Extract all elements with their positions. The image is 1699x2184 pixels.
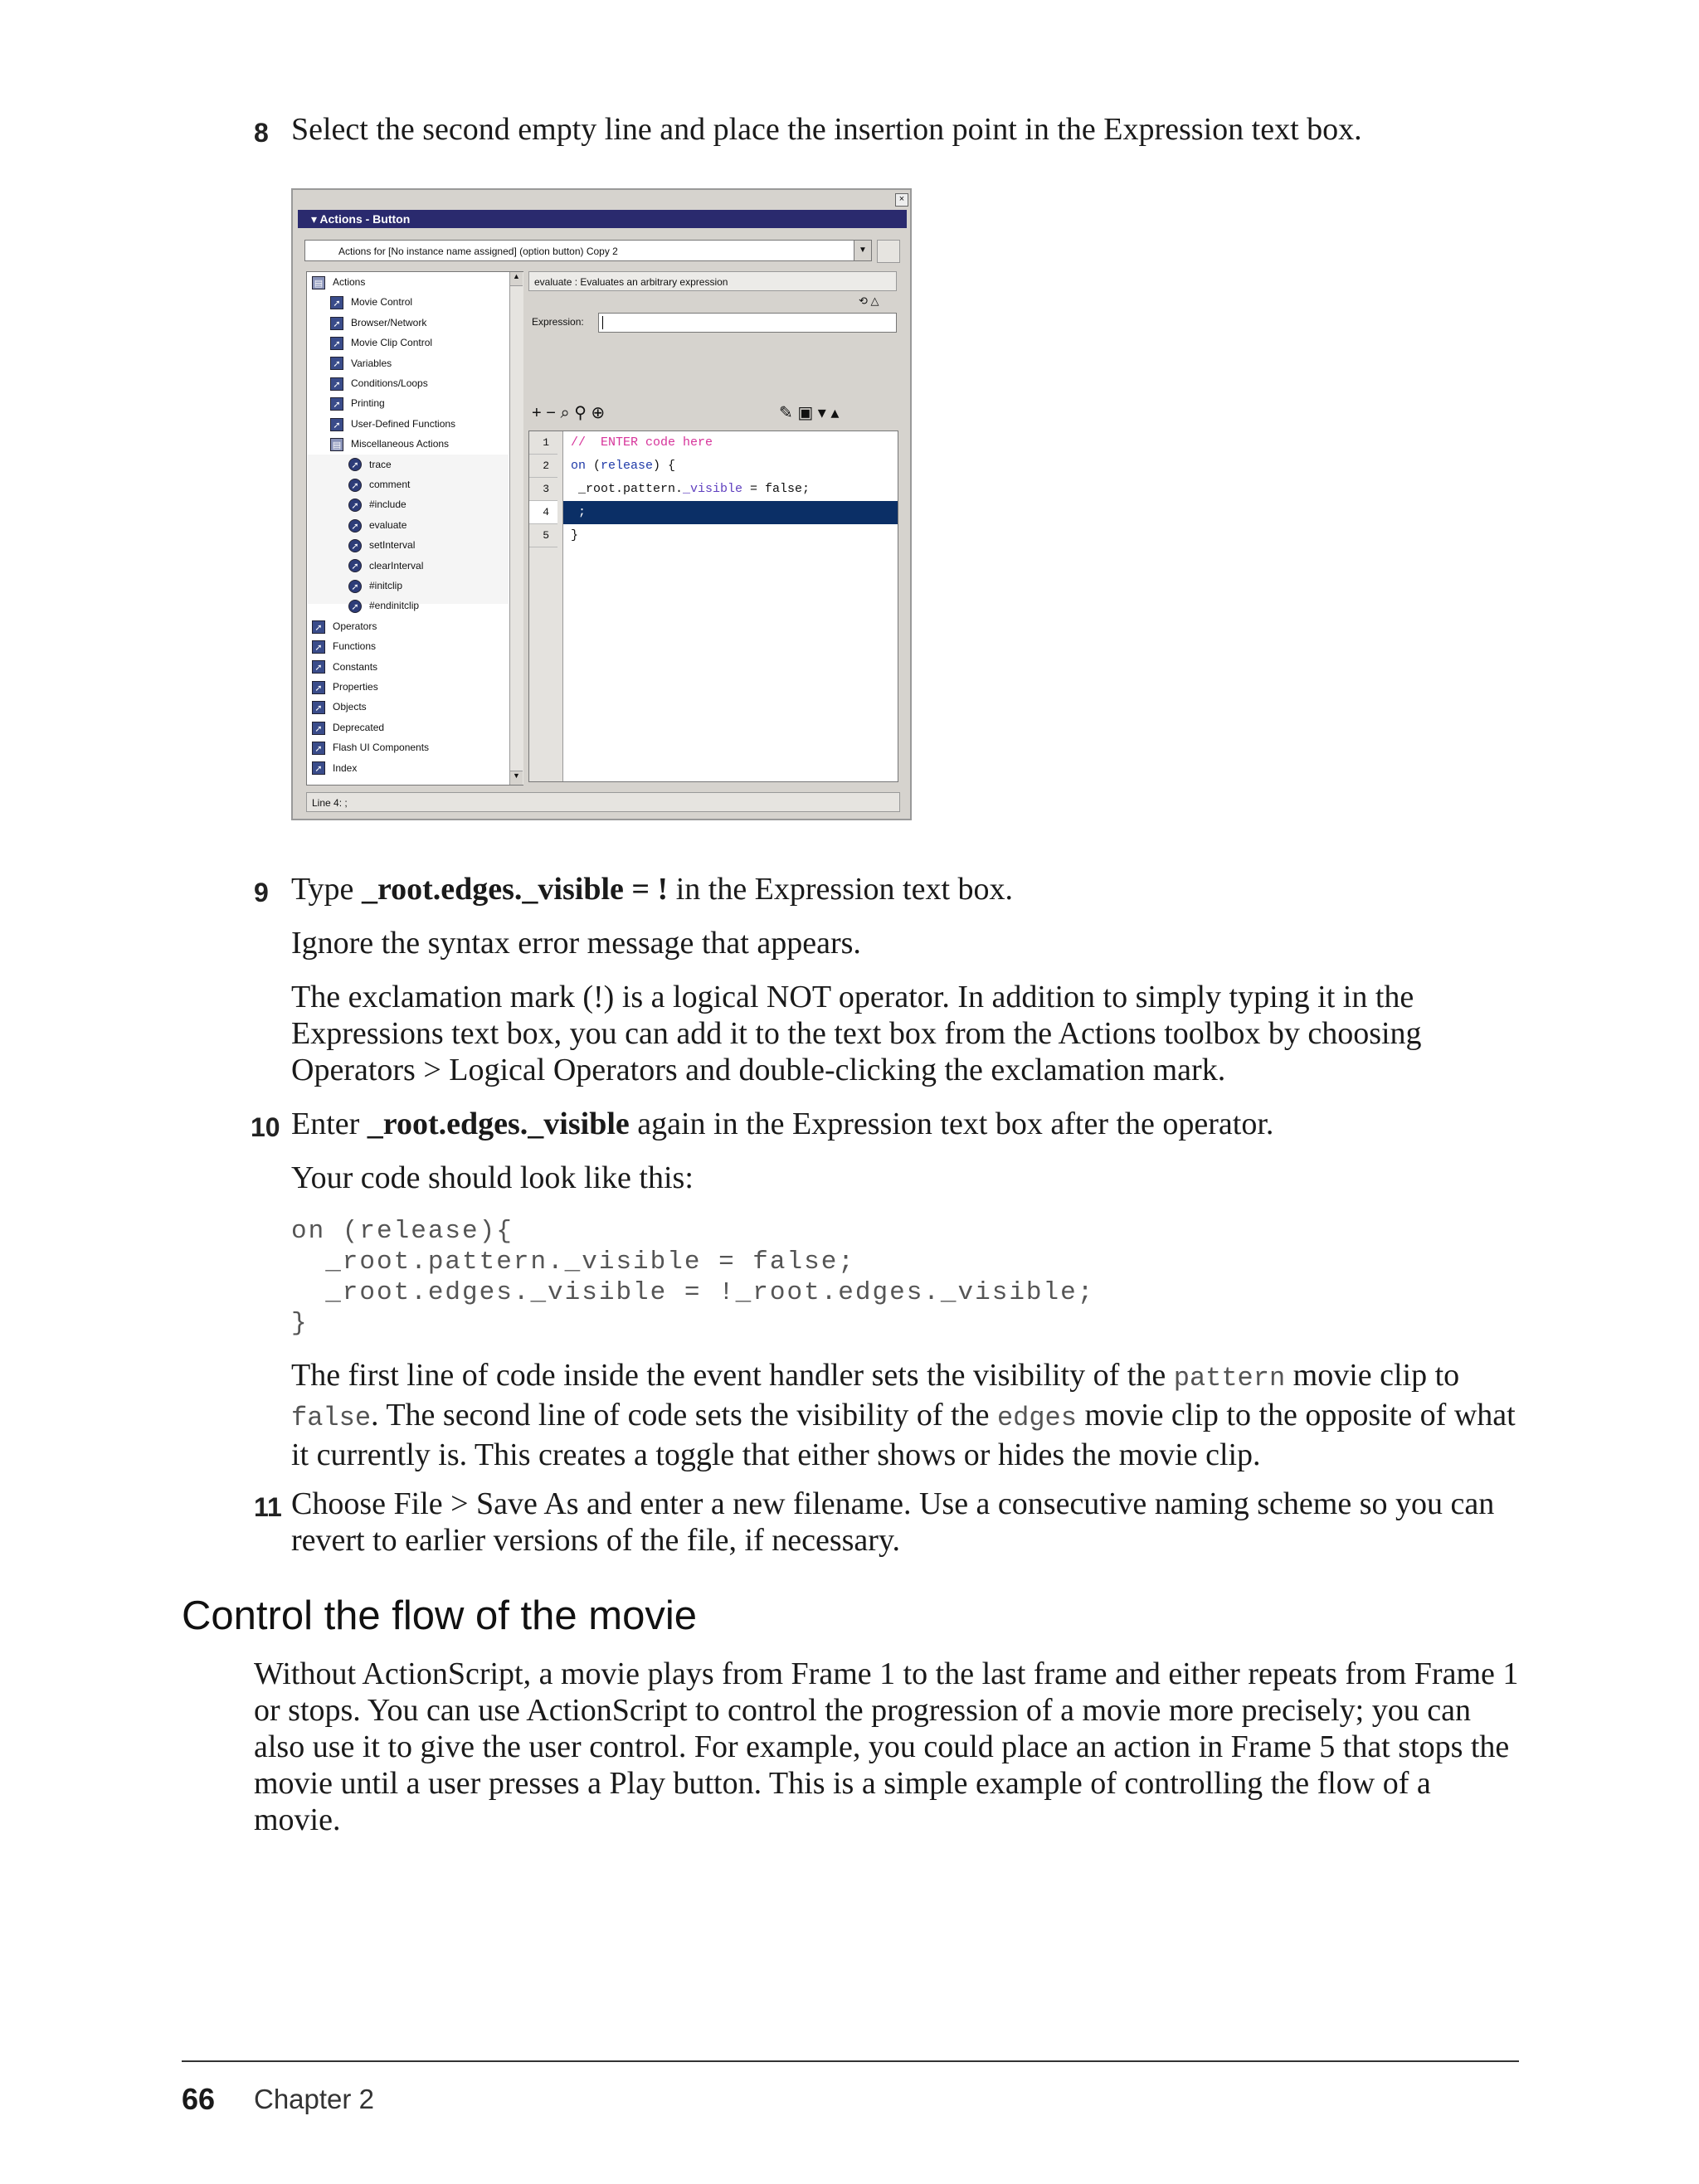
- toolbox-item-label: comment: [369, 479, 411, 490]
- code-line-selected: ;: [571, 505, 587, 519]
- toolbox-scrollbar[interactable]: [509, 272, 523, 785]
- toolbox-item[interactable]: [330, 395, 385, 411]
- inline-code: pattern: [1173, 1363, 1286, 1394]
- action-description: [528, 271, 897, 291]
- step-paragraph: [291, 1357, 1519, 1473]
- action-description-text: evaluate : Evaluates an arbitrary expression: [534, 276, 728, 288]
- toolbox-item[interactable]: [348, 456, 392, 473]
- toolbar-right-icons[interactable]: ✎ ▣ ▾ ▴: [779, 404, 840, 422]
- toolbox-item-label: Properties: [333, 681, 378, 693]
- chapter-label: Chapter 2: [254, 2084, 374, 2114]
- toolbox-item[interactable]: [312, 698, 367, 715]
- action-icon: ➚: [348, 559, 362, 572]
- panel-titlebar[interactable]: [298, 210, 907, 228]
- section-heading-text: Control the flow of the movie: [182, 1593, 697, 1638]
- code-keyword: on: [571, 459, 587, 473]
- arrow-icon: ➚: [330, 337, 343, 350]
- script-toolbar: [528, 402, 897, 424]
- toolbox-item-label: Index: [333, 761, 358, 774]
- toolbox-item[interactable]: [312, 679, 378, 695]
- step-text: Choose File > Save As and enter a new filename. Use a consecutive naming scheme so you can revert to earlier versions of the file, if necessary.: [291, 1486, 1495, 1558]
- text-cursor: [602, 316, 603, 329]
- arrow-icon: ➚: [330, 357, 343, 370]
- text-run: movie clip to the opposite of what it currently is. This creates a toggle that either shows or hides the movie clip.: [291, 1398, 1516, 1472]
- selected-line-highlight: [562, 501, 898, 524]
- toolbox-item-label: Actions: [333, 276, 366, 288]
- toolbox-item[interactable]: [312, 274, 365, 290]
- toolbox-item-label: Miscellaneous Actions: [351, 438, 450, 450]
- arrow-icon: ➚: [312, 640, 325, 654]
- code-line: }: [571, 528, 579, 542]
- toolbox-item-label: Objects: [333, 701, 367, 713]
- scroll-down-icon[interactable]: ▼: [510, 771, 523, 785]
- step-number: 10: [251, 1112, 280, 1142]
- toolbox-item-label: trace: [369, 458, 392, 470]
- actions-toolbox: [306, 271, 523, 786]
- arrow-icon: ➚: [312, 701, 325, 714]
- toolbox-item-label: Flash UI Components: [333, 742, 430, 754]
- text-run: movie clip to: [1285, 1358, 1460, 1393]
- actions-panel: [291, 188, 912, 820]
- toolbox-item[interactable]: [348, 597, 419, 614]
- book-icon: ▤: [312, 276, 325, 289]
- close-icon[interactable]: ×: [895, 193, 908, 207]
- status-bar: [306, 792, 900, 812]
- step-text-run: in the Expression text box.: [668, 872, 1014, 907]
- step-note: Ignore the syntax error message that appears.: [291, 926, 861, 961]
- code-text: _root.pattern.: [571, 482, 684, 496]
- code-line: [571, 478, 810, 501]
- toolbox-item-label: Deprecated: [333, 721, 385, 733]
- toolbox-item-label: #include: [369, 499, 406, 511]
- toolbox-item[interactable]: [330, 375, 428, 392]
- toolbox-item[interactable]: [330, 416, 455, 432]
- arrow-icon: ➚: [312, 620, 325, 634]
- pin-icon[interactable]: [877, 240, 900, 263]
- toolbox-item[interactable]: [330, 314, 426, 331]
- step-code-bold: _root.edges._visible = !: [361, 872, 669, 907]
- arrow-icon: ➚: [312, 722, 325, 735]
- line-number: 3: [529, 478, 557, 501]
- line-number-gutter: [529, 431, 563, 781]
- step-text: Select the second empty line and place the insertion point in the Expression text box.: [291, 112, 1362, 147]
- toolbox-item[interactable]: [312, 760, 357, 776]
- toolbox-item-label: Functions: [333, 640, 377, 653]
- toolbox-item-label: Conditions/Loops: [351, 377, 428, 389]
- code-line: // ENTER code here: [571, 435, 713, 450]
- target-select[interactable]: [304, 240, 872, 261]
- toolbox-item[interactable]: [330, 435, 449, 452]
- toolbox-item[interactable]: [348, 517, 406, 533]
- toolbar-left-icons[interactable]: + − ⌕ ⚲ ⊕: [532, 404, 606, 422]
- step-code-bold: _root.edges._visible: [367, 1107, 630, 1141]
- toolbox-item[interactable]: [312, 618, 377, 635]
- step-paragraph: The exclamation mark (!) is a logical NOT operator. In addition to simply typing it in the Expressions text box, you can add it to the text box from the Actions toolbox by choosing Operators > Logical Operators and double-clicking the exclamation mark.: [291, 980, 1422, 1087]
- footer-rule: [182, 2060, 1519, 2062]
- toolbox-item-label: Constants: [333, 660, 378, 673]
- step-number: 8: [254, 118, 269, 148]
- code-text: ) {: [653, 459, 676, 473]
- line-number: 1: [529, 431, 557, 455]
- line-number: 2: [529, 455, 557, 478]
- inline-code: false: [291, 1403, 372, 1433]
- text-run: The first line of code inside the event handler sets the visibility of the: [291, 1358, 1174, 1393]
- code-keyword: release: [601, 459, 654, 473]
- action-icon: ➚: [348, 479, 362, 492]
- step-number: 11: [254, 1492, 282, 1522]
- toolbox-item[interactable]: [312, 659, 377, 675]
- code-property: _visible: [683, 482, 743, 496]
- code-block-line: _root.edges._visible = !_root.edges._visible;: [291, 1278, 1095, 1307]
- step-text-run: Enter: [291, 1107, 368, 1141]
- toolbox-item[interactable]: [312, 638, 376, 654]
- code-block-line: on (release){: [291, 1217, 514, 1246]
- arrow-icon: ➚: [330, 377, 343, 391]
- code-block: [291, 1216, 1094, 1339]
- scroll-up-icon[interactable]: ▲: [510, 272, 523, 286]
- script-editor[interactable]: [528, 430, 898, 782]
- toolbox-item[interactable]: [348, 577, 402, 594]
- book-icon: ▤: [330, 438, 343, 451]
- arrow-icon: ➚: [330, 317, 343, 330]
- line-number: 4: [529, 501, 557, 524]
- arrow-icon: ➚: [330, 296, 343, 309]
- toolbox-item[interactable]: [348, 537, 415, 553]
- code-text: = false;: [742, 482, 811, 496]
- page-number: 66: [182, 2082, 216, 2116]
- arrow-icon: ➚: [312, 660, 325, 674]
- panel-title: ▾ Actions - Button: [311, 212, 411, 226]
- chevron-down-icon[interactable]: ▼: [854, 241, 871, 260]
- arrow-icon: ➚: [330, 418, 343, 431]
- toolbox-item[interactable]: [348, 476, 410, 493]
- toolbox-item-label: Movie Clip Control: [351, 337, 433, 349]
- toolbox-item-label: Movie Control: [351, 296, 413, 309]
- code-block-line: _root.pattern._visible = false;: [291, 1248, 855, 1277]
- step-text-run: Type: [291, 872, 362, 907]
- toolbox-item-label: Printing: [351, 397, 385, 410]
- action-icon: ➚: [348, 519, 362, 533]
- code-text: (: [586, 459, 601, 473]
- toolbox-item-label: Browser/Network: [351, 316, 427, 328]
- step-text: [291, 1106, 1519, 1142]
- code-block-line: }: [291, 1309, 309, 1338]
- reference-icon[interactable]: ⟲ △: [859, 294, 879, 307]
- action-icon: ➚: [348, 499, 362, 512]
- action-icon: ➚: [348, 458, 362, 471]
- toolbox-item-label: #initclip: [369, 580, 403, 591]
- step-text: [291, 871, 1519, 907]
- action-icon: ➚: [348, 539, 362, 552]
- toolbox-item[interactable]: [330, 355, 392, 372]
- arrow-icon: ➚: [330, 397, 343, 411]
- text-run: . The second line of code sets the visibility of the: [371, 1398, 997, 1432]
- expression-input[interactable]: [598, 313, 897, 333]
- toolbox-item[interactable]: [312, 739, 429, 756]
- action-icon: ➚: [348, 600, 362, 613]
- toolbox-item-label: Variables: [351, 357, 392, 369]
- toolbox-item[interactable]: [330, 294, 412, 310]
- arrow-icon: ➚: [312, 681, 325, 694]
- inline-code: edges: [996, 1403, 1077, 1433]
- section-heading: [182, 1593, 697, 1639]
- arrow-icon: ➚: [312, 761, 325, 775]
- toolbox-item[interactable]: [348, 496, 406, 513]
- target-select-value: Actions for [No instance name assigned] (option button) Copy 2: [338, 246, 618, 257]
- code-line: [571, 455, 675, 478]
- toolbox-item[interactable]: [330, 334, 432, 351]
- action-icon: ➚: [348, 580, 362, 593]
- toolbox-item-label: evaluate: [369, 518, 407, 531]
- toolbox-item-label: User-Defined Functions: [351, 417, 456, 430]
- expression-label: Expression:: [532, 316, 584, 328]
- toolbox-item-label: setInterval: [369, 539, 416, 552]
- step-lead: Your code should look like this:: [291, 1160, 694, 1195]
- line-number: 5: [529, 524, 557, 547]
- step-number: 9: [254, 878, 269, 907]
- step-text-run: again in the Expression text box after the operator.: [629, 1107, 1274, 1141]
- toolbox-item[interactable]: [312, 719, 384, 736]
- section-paragraph: Without ActionScript, a movie plays from Frame 1 to the last frame and either repeats from Frame 1 or stops. You can use ActionScript to control the progression of a movie more precisely; you can also use it to give the user control. For example, you could place an action in Frame 5 that stops the movie until a user presses a Play button. This is a simple example of controlling the flow of a movie.: [254, 1656, 1519, 1837]
- arrow-icon: ➚: [312, 742, 325, 755]
- toolbox-item-label: clearInterval: [369, 559, 424, 572]
- status-text: Line 4: ;: [312, 797, 348, 809]
- toolbox-item-label: Operators: [333, 620, 377, 632]
- toolbox-item[interactable]: [348, 557, 423, 574]
- toolbox-item-label: #endinitclip: [369, 600, 420, 612]
